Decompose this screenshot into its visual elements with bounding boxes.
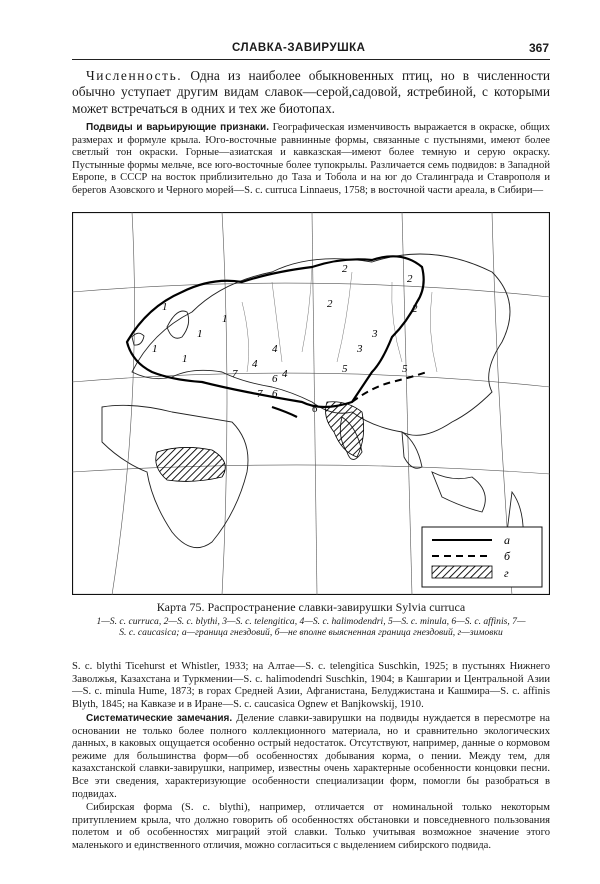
region-label: 1 bbox=[182, 353, 188, 365]
continuation-paragraph: S. c. blythi Ticehurst et Whistler, 1933; на Алтае—S. c. telengitica Suschkin, 1925; в пустынях Нижнего Заволжья, Казахстана и Туркмении—S. c. halimodendri Suschkin, 1904; в Кашгарии и Центральной Азии—S. c. minula Hume, 1873; в горах Средней Азии, Афганистана, Белуджистана и Кашмира—S. c. affinis Blyth, 1845; на Кавказе и в Иране—S. c. caucasica Ognew et Banjkowskij, 1910. bbox=[72, 661, 550, 710]
region-label: 1 bbox=[222, 313, 228, 325]
region-label: 2 bbox=[342, 263, 348, 275]
population-paragraph bbox=[72, 68, 550, 117]
region-label: 4 bbox=[252, 358, 258, 370]
region-label: 4 bbox=[282, 368, 288, 380]
legend-label-a: а bbox=[504, 533, 510, 547]
systematic-paragraph bbox=[72, 713, 550, 801]
map-caption bbox=[72, 600, 550, 639]
legend-label-g: г bbox=[504, 566, 509, 580]
region-label: 2 bbox=[407, 273, 413, 285]
region-label: 4 bbox=[272, 343, 278, 355]
systematic-text: Деление славки-завирушки на подвиды нуждается в пересмотре на основании не только более полного коллекционного материала, но и сравнительно экологических данных, в каковых ощущается особенно острый недостаток. Отсутствуют, например, данные о кормовом режиме для большинства форм—об особенностях добывания корма, о пении. Между тем, для казахстанской славки-завирушки, например, известны очень характерные особенности концовки песни. Все эти сведения, характеризующие особенности специализации форм, помогли бы разобраться в подвидах. bbox=[72, 713, 550, 800]
wintering-area-africa bbox=[156, 447, 226, 481]
region-label: 1 bbox=[152, 343, 158, 355]
legend-label-b: б bbox=[504, 549, 511, 563]
region-label: 1 bbox=[162, 301, 168, 313]
caption-legend: 1—S. c. curruca, 2—S. c. blythi, 3—S. c. telengitica, 4—S. c. halimodendri, 5—S. c. minula, 6—S. c. affinis, 7—S. c. caucasica; а—граница гнездовий, б—не вполне выясненная граница гнездовий, г—зимовки bbox=[96, 616, 526, 639]
region-label: 2 bbox=[412, 303, 418, 315]
region-label: 3 bbox=[357, 343, 363, 355]
region-label: 7 bbox=[232, 368, 238, 380]
subspecies-text: Географическая изменчивость выражается в окраске, общих размерах и формуле крыла. Юго-восточные равнинные формы, связанные с пустынями, имеют более светлый тон окраски. Горные—азиатская и кавказская—имеют более темную и серую окраску. Пустынные формы мельче, все юго-восточные более тупокрылы. Различается семь подвидов: в Западной Европе, в СССР на восток приблизительно до Таза и Тобола и на юг до Сталинграда и Ставрополя и берегов Азовского и Черного морей—S. c. curruca Linnaeus, 1758; в восточной части ареала, в Сибири— bbox=[72, 122, 551, 196]
map-legend bbox=[422, 527, 542, 587]
subspecies-paragraph bbox=[72, 122, 550, 198]
subspecies-heading: Подвиды и варьирующие признаки. bbox=[86, 122, 269, 133]
caption-title: Карта 75. Распространение славки-завирушки Sylvia curruca bbox=[156, 600, 466, 614]
region-label: 6 bbox=[272, 388, 278, 400]
region-label: 3 bbox=[372, 328, 378, 340]
region-label: 6 bbox=[312, 403, 318, 415]
region-label: 1 bbox=[197, 328, 203, 340]
siberian-paragraph: Сибирская форма (S. c. blythi), например, отличается от номинальной только некоторым притуплением крыла, что должно говорить об особенностях обстановки и повседневного пользования полетом и об особенностях миграций этой славки. Только учитывая возможное значение этого маленького и единственного отличия, можно согласиться с выделением сибирского подвида. bbox=[72, 802, 550, 851]
region-label: 6 bbox=[272, 373, 278, 385]
header-rule bbox=[72, 59, 550, 60]
systematic-heading: Систематические замечания. bbox=[86, 713, 233, 724]
population-text: Одна из наиболее обыкновенных птиц, но в численности обычно уступает другим видам славок—серой,садовой, ястребиной, с которыми может встречаться в одних и тех же биотопах. bbox=[72, 68, 550, 116]
population-term: Численность. bbox=[86, 68, 183, 83]
distribution-map bbox=[72, 212, 550, 595]
region-label: 2 bbox=[327, 298, 333, 310]
region-label: 7 bbox=[257, 388, 263, 400]
region-label: 5 bbox=[402, 363, 408, 375]
region-label: 5 bbox=[342, 363, 348, 375]
page-number: 367 bbox=[529, 41, 550, 55]
running-title: СЛАВКА-ЗАВИРУШКА bbox=[232, 42, 366, 54]
